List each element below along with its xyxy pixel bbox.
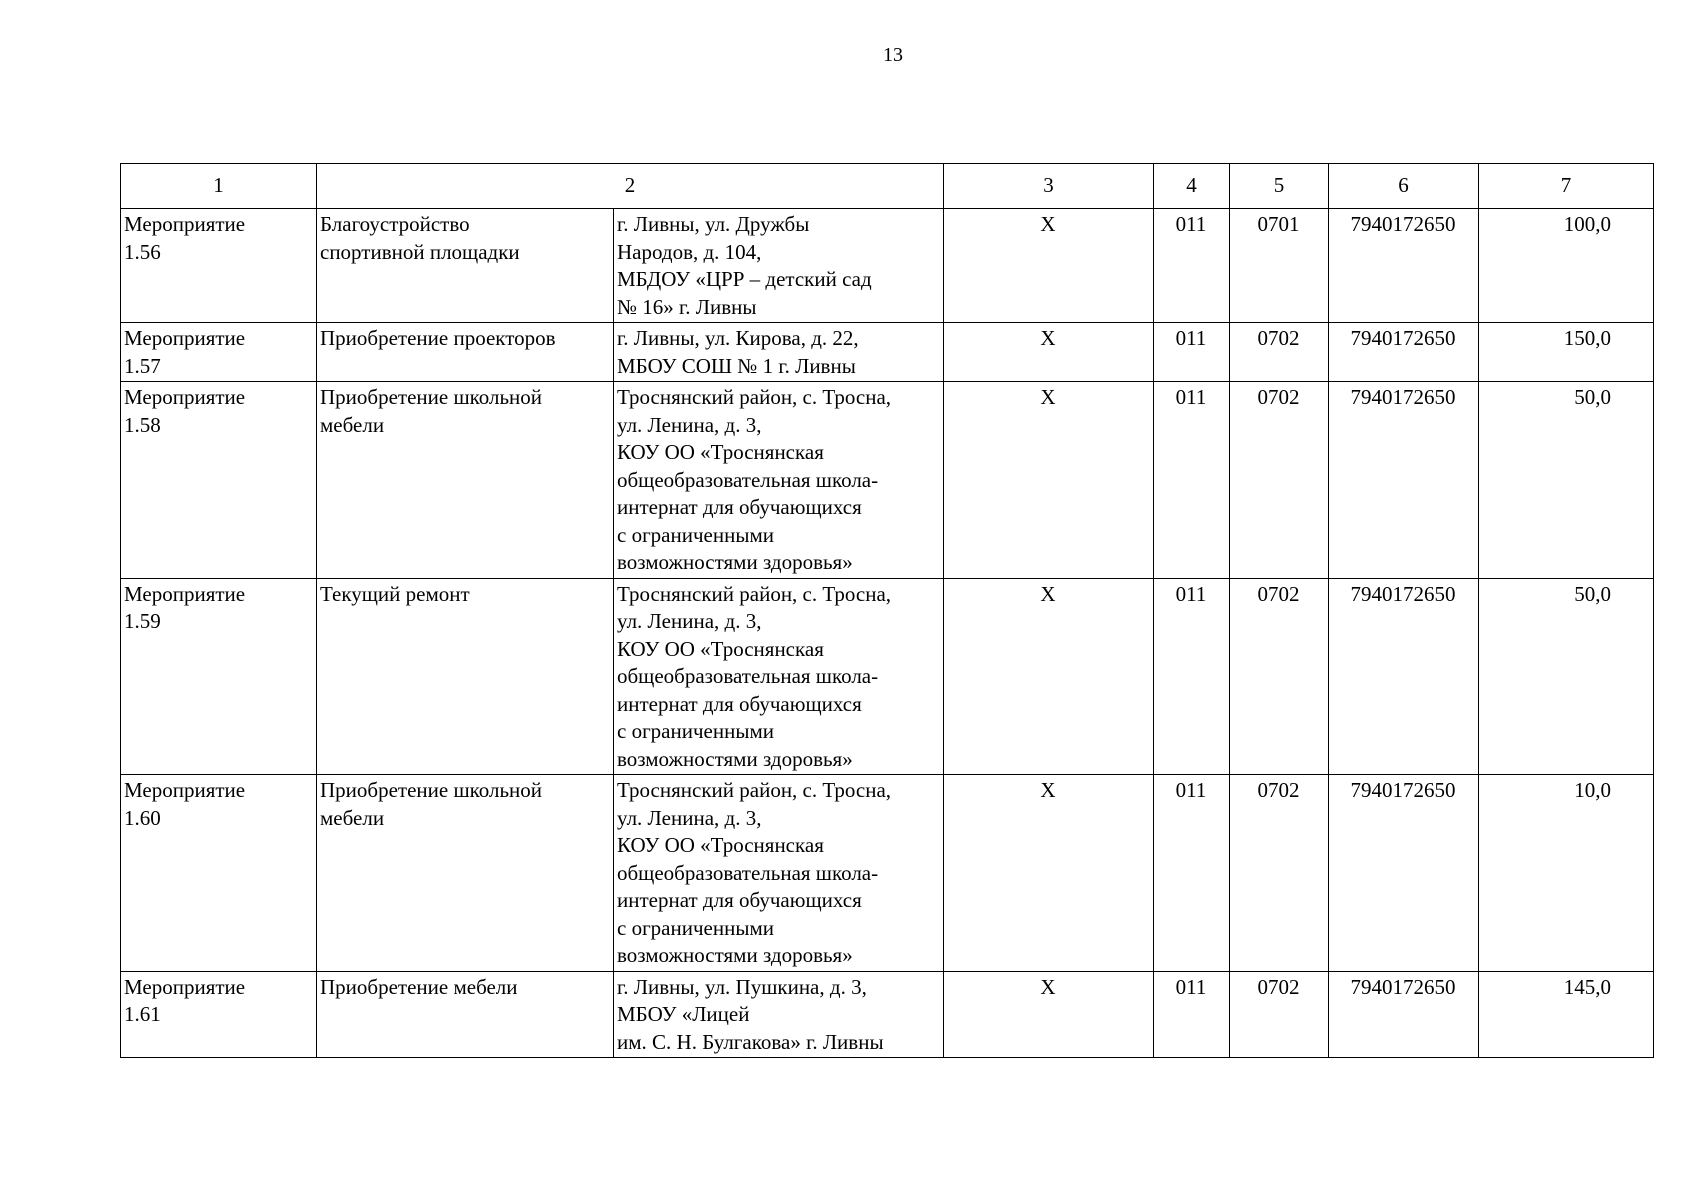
table-row	[121, 382, 1654, 579]
budget-table	[120, 163, 1654, 1058]
header-cell-1: 1	[121, 164, 317, 209]
event-name: Приобретение проекторов	[317, 323, 614, 382]
event-id: Мероприятие 1.61	[121, 971, 317, 1058]
header-row	[121, 164, 1654, 209]
col5-value: 0701	[1230, 209, 1329, 323]
event-address: г. Ливны, ул. Дружбы Народов, д. 104, МБДОУ «ЦРР – детский сад № 16» г. Ливны	[614, 209, 944, 323]
event-id: Мероприятие 1.60	[121, 775, 317, 972]
header-cell-4: 4	[1154, 164, 1230, 209]
col6-value: 7940172650	[1329, 775, 1479, 972]
col3-value: X	[944, 971, 1154, 1058]
event-name: Текущий ремонт	[317, 578, 614, 775]
table-row	[121, 323, 1654, 382]
col7-value: 50,0	[1479, 382, 1654, 579]
col5-value: 0702	[1230, 971, 1329, 1058]
header-cell-7: 7	[1479, 164, 1654, 209]
event-address: г. Ливны, ул. Кирова, д. 22, МБОУ СОШ № 1 г. Ливны	[614, 323, 944, 382]
event-address: Троснянский район, с. Тросна, ул. Ленина, д. 3, КОУ ОО «Троснянская общеобразовательная школа- интернат для обучающихся с ограниченными возможностями здоровья»	[614, 775, 944, 972]
col4-value: 011	[1154, 382, 1230, 579]
event-name: Приобретение мебели	[317, 971, 614, 1058]
event-id: Мероприятие 1.58	[121, 382, 317, 579]
col5-value: 0702	[1230, 578, 1329, 775]
event-id: Мероприятие 1.59	[121, 578, 317, 775]
col6-value: 7940172650	[1329, 382, 1479, 579]
event-address: Троснянский район, с. Тросна, ул. Ленина, д. 3, КОУ ОО «Троснянская общеобразовательная школа- интернат для обучающихся с ограниченными возможностями здоровья»	[614, 578, 944, 775]
event-name: Приобретение школьной мебели	[317, 775, 614, 972]
event-name: Благоустройство спортивной площадки	[317, 209, 614, 323]
col3-value: X	[944, 775, 1154, 972]
header-cell-3: 3	[944, 164, 1154, 209]
event-name: Приобретение школьной мебели	[317, 382, 614, 579]
header-cell-2: 2	[317, 164, 944, 209]
col3-value: X	[944, 323, 1154, 382]
col3-value: X	[944, 209, 1154, 323]
col6-value: 7940172650	[1329, 209, 1479, 323]
col4-value: 011	[1154, 209, 1230, 323]
col5-value: 0702	[1230, 382, 1329, 579]
col7-value: 50,0	[1479, 578, 1654, 775]
col6-value: 7940172650	[1329, 971, 1479, 1058]
col4-value: 011	[1154, 971, 1230, 1058]
table-row	[121, 578, 1654, 775]
header-cell-6: 6	[1329, 164, 1479, 209]
col3-value: X	[944, 578, 1154, 775]
col7-value: 150,0	[1479, 323, 1654, 382]
col4-value: 011	[1154, 323, 1230, 382]
col4-value: 011	[1154, 775, 1230, 972]
table-row	[121, 971, 1654, 1058]
col3-value: X	[944, 382, 1154, 579]
table-row	[121, 775, 1654, 972]
col7-value: 100,0	[1479, 209, 1654, 323]
event-address: Троснянский район, с. Тросна, ул. Ленина, д. 3, КОУ ОО «Троснянская общеобразовательная школа- интернат для обучающихся с ограниченными возможностями здоровья»	[614, 382, 944, 579]
header-cell-5: 5	[1230, 164, 1329, 209]
page-number: 13	[883, 44, 903, 66]
col7-value: 10,0	[1479, 775, 1654, 972]
col7-value: 145,0	[1479, 971, 1654, 1058]
col5-value: 0702	[1230, 775, 1329, 972]
col4-value: 011	[1154, 578, 1230, 775]
table-row	[121, 209, 1654, 323]
col5-value: 0702	[1230, 323, 1329, 382]
col6-value: 7940172650	[1329, 578, 1479, 775]
event-address: г. Ливны, ул. Пушкина, д. 3, МБОУ «Лицей им. С. Н. Булгакова» г. Ливны	[614, 971, 944, 1058]
event-id: Мероприятие 1.57	[121, 323, 317, 382]
col6-value: 7940172650	[1329, 323, 1479, 382]
event-id: Мероприятие 1.56	[121, 209, 317, 323]
